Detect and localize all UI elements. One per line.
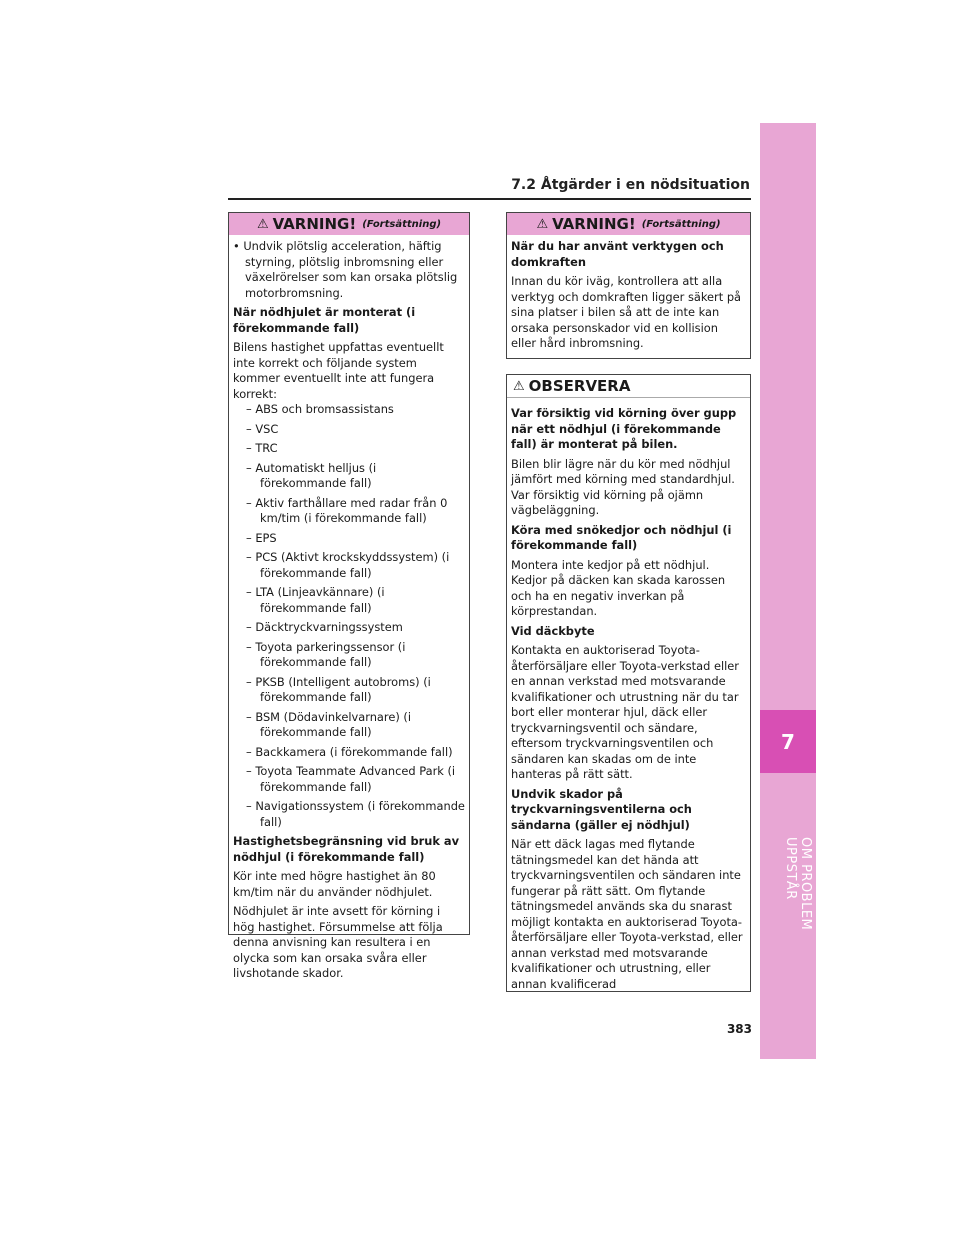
chapter-sidebar xyxy=(760,123,816,1059)
header-rule xyxy=(228,198,751,200)
list-item: – EPS xyxy=(246,530,277,545)
list-item: – ABS och bromsassistans xyxy=(246,402,394,416)
section-heading: När du har använt verktygen och domkraften xyxy=(511,239,724,269)
list-item: – LTA (Linjeavkännare) (i förekommande fall) xyxy=(246,585,385,615)
warning-triangle-icon: ⚠ xyxy=(256,216,269,232)
warning-title-bar xyxy=(507,213,750,235)
list-item: – BSM (Dödavinkelvarnare) (i förekommande fall) xyxy=(246,709,412,739)
section-heading: Undvik skador på tryckvarningsventilerna och sändarna (gäller ej nödhjul) xyxy=(511,786,692,832)
warning-body xyxy=(507,235,750,362)
list-item: – Toyota parkeringssensor (i förekommande fall) xyxy=(246,639,406,669)
paragraph: Bilen blir lägre när du kör med nödhjul jämfört med körning med standardhjul. Var försiktig vid körning på ojämn vägbeläggning. xyxy=(511,456,735,517)
list-item: – Aktiv farthållare med radar från 0 km/tim (i förekommande fall) xyxy=(246,495,448,525)
section-heading: Köra med snökedjor och nödhjul (i förekommande fall) xyxy=(511,522,732,552)
bullet-text: Undvik plötslig acceleration, häftig styrning, plötslig inbromsning eller växelrörelser som kan orsaka plötslig motorbromsning. xyxy=(243,239,458,300)
list-item: – PKSB (Intelligent autobroms) (i förekommande fall) xyxy=(246,674,431,704)
section-title: 7.2 Åtgärder i en nödsituation xyxy=(511,177,750,193)
notice-body xyxy=(507,402,750,992)
warning-triangle-icon: ⚠ xyxy=(536,216,549,232)
bullet-item: • Undvik plötslig acceleration, häftig styrning, plötslig inbromsning eller växelrörelser som kan orsaka plötslig motorbromsning. xyxy=(233,239,458,300)
paragraph: Bilens hastighet uppfattas eventuellt inte korrekt och följande system kommer eventuellt inte att fungera korrekt: xyxy=(233,340,444,401)
warning-body xyxy=(229,235,469,992)
paragraph: Nödhjulet är inte avsett för körning i hög hastighet. Försummelse att följa denna anvisning kan resultera i en olycka som kan orsaka svåra eller livshotande skador. xyxy=(233,904,443,980)
system-list xyxy=(233,402,465,830)
chapter-number-tab[interactable]: 7 xyxy=(760,710,816,773)
section-heading: Hastighetsbegränsning vid bruk av nödhjul (i förekommande fall) xyxy=(233,834,460,864)
warning-box-right xyxy=(506,212,751,359)
list-item: – PCS (Aktivt krockskyddssystem) (i förekommande fall) xyxy=(246,550,450,580)
warning-title: VARNING! xyxy=(272,215,357,233)
section-heading: Var försiktig vid körning över gupp när ett nödhjul (i förekommande fall) är monterat på bilen. xyxy=(511,406,737,451)
section-heading: Vid däckbyte xyxy=(511,623,595,638)
list-item: – TRC xyxy=(246,441,278,455)
warning-subtitle: (Fortsättning) xyxy=(362,218,442,230)
paragraph: Montera inte kedjor på ett nödhjul. Kedjor på däcken kan skada karossen och ha en negativ inverkan på körprestandan. xyxy=(511,557,726,618)
list-item: – VSC xyxy=(246,421,279,436)
list-item: – Backkamera (i förekommande fall) xyxy=(246,744,453,759)
list-item: – Däcktryckvarningssystem xyxy=(246,620,403,634)
chapter-label: OM PROBLEM UPPSTÅR xyxy=(783,837,813,931)
page-number: 383 xyxy=(726,1022,752,1036)
warning-title-bar xyxy=(229,213,469,235)
paragraph: Kör inte med högre hastighet än 80 km/tim när du använder nödhjulet. xyxy=(233,869,436,899)
warning-title: VARNING! xyxy=(552,215,636,233)
section-heading: När nödhjulet är monterat (i förekommande fall) xyxy=(233,305,416,335)
paragraph: Kontakta en auktoriserad Toyota-återförsäljare eller Toyota-verkstad eller en annan verkstad med motsvarande kvalifikationer och utrustning när du tar bort eller monterar hjul, däck eller tryckvarningsventil och sändare, eftersom tryckvarningsventilen och sändaren kan skadas om de inte hanteras på rätt sätt. xyxy=(511,643,739,781)
notice-icon: ⚠ xyxy=(513,378,525,394)
list-item: – Automatiskt helljus (i förekommande fall) xyxy=(246,460,377,490)
list-item: – Navigationssystem (i förekommande fall) xyxy=(246,799,465,829)
notice-title: OBSERVERA xyxy=(528,377,631,395)
warning-subtitle: (Fortsättning) xyxy=(641,218,721,230)
list-item: – Toyota Teammate Advanced Park (i förekommande fall) xyxy=(246,764,456,794)
notice-box xyxy=(506,374,751,992)
paragraph: När ett däck lagas med flytande tätningsmedel kan det hända att tryckvarningsventilen och sändaren inte fungerar på rätt sätt. Om flytande tätningsmedel används ska du snarast möjligt kontakta en auktoriserad Toyota-återförsäljare eller Toyota-verkstad, eller annan verkstad med motsvarande kvalifikationer och utrustning, eller annan kvalificerad xyxy=(511,837,743,991)
warning-box-left xyxy=(228,212,470,980)
paragraph: Innan du kör iväg, kontrollera att alla verktyg och domkraften ligger säkert på sina platser i bilen så att de inte kan orsaka personskador vid en kollision eller hård inbromsning. xyxy=(511,274,742,350)
notice-title-bar xyxy=(507,375,750,398)
